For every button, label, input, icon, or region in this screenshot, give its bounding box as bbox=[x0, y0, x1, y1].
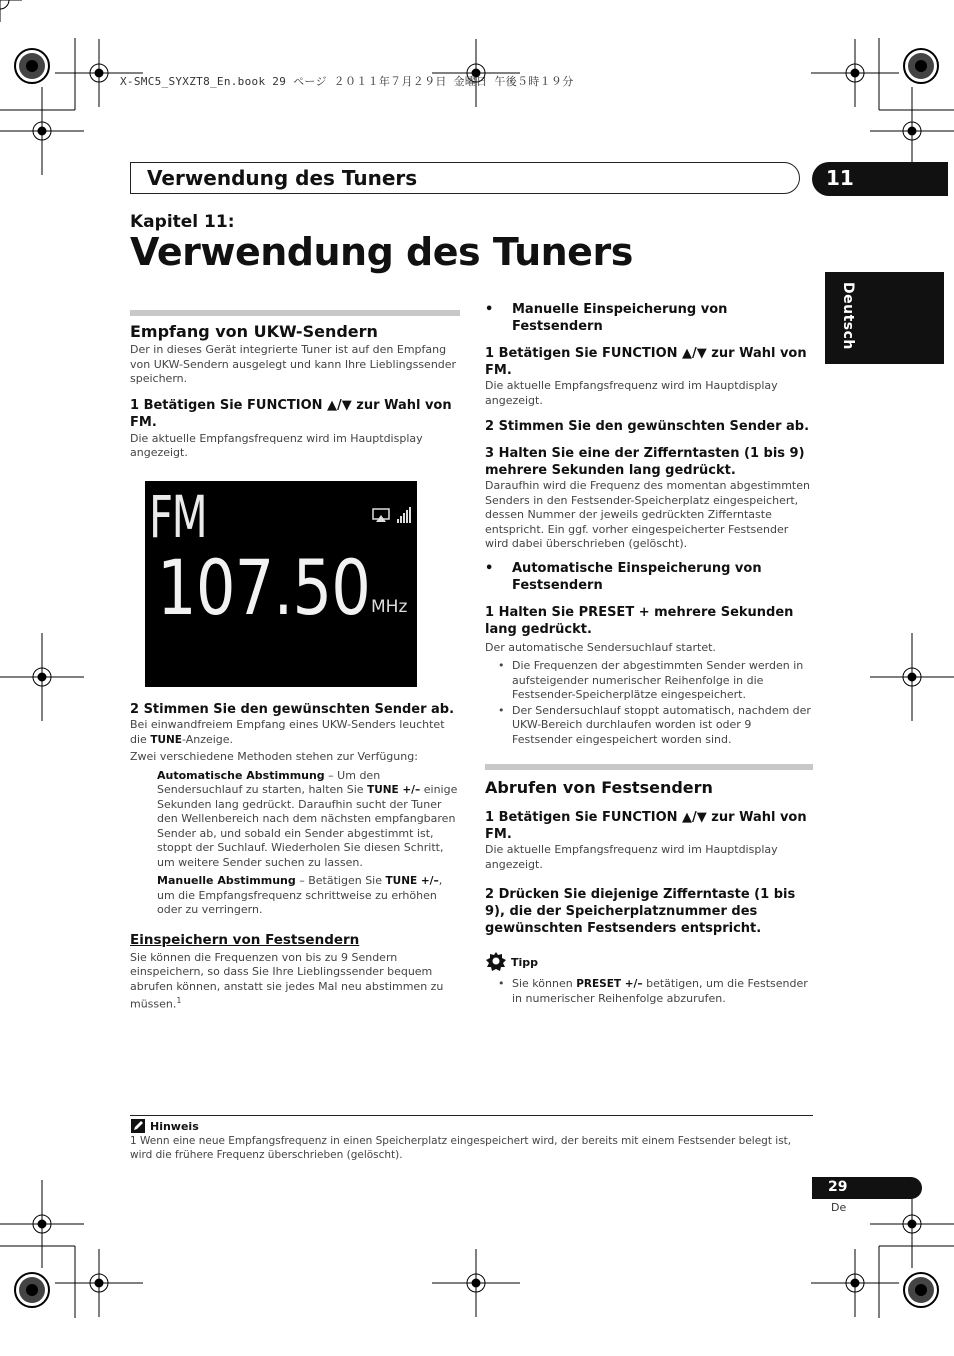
note-pencil-icon bbox=[130, 1118, 146, 1134]
auto-store-bullet: • Automatische Einspeicherung von Festsendern bbox=[485, 560, 762, 593]
recall-step-1: 1 Betätigen Sie FUNCTION ▲/▼ zur Wahl von FM. bbox=[485, 810, 807, 842]
display-status-icons bbox=[371, 507, 413, 525]
list-item: • Sie können PRESET +/– betätigen, um die Festsender in numerischer Reihenfolge abzurufen. bbox=[512, 977, 813, 1006]
manual-step-3: 3 Halten Sie eine der Zifferntasten (1 bis 9) mehrere Sekunden lang gedrückt. bbox=[485, 446, 805, 478]
running-header bbox=[130, 162, 800, 194]
chapter-label: Kapitel 11: bbox=[130, 212, 235, 232]
display-unit: MHz bbox=[371, 597, 408, 617]
footnote-text: Wenn eine neue Empfangsfrequenz in einen Speicherplatz eingespeichert wird, der bereits mit einem Festsender belegt ist, wird die frühere Frequenz überschrieben (gelöscht). bbox=[130, 1135, 792, 1161]
section-title: Empfang von UKW-Sendern bbox=[130, 322, 378, 341]
running-header-title: Verwendung des Tuners bbox=[147, 166, 418, 190]
tip-label: Tipp bbox=[511, 955, 539, 969]
manual-store-bullet: • Manuelle Einspeicherung von Festsendern bbox=[485, 302, 728, 334]
step-1-body: Die aktuelle Empfangsfrequenz wird im Hauptdisplay angezeigt. bbox=[130, 431, 423, 459]
chapter-number-tab bbox=[812, 162, 948, 196]
subsection-title: Einspeichern von Festsendern bbox=[130, 931, 360, 948]
tuner-display-image bbox=[145, 481, 417, 687]
footnote-number: 1 bbox=[130, 1135, 137, 1147]
step-2-body: Bei einwandfreiem Empfang eines UKW-Senders leuchtet die TUNE-Anzeige. bbox=[130, 718, 445, 746]
subsection-body: Sie können die Frequenzen von bis zu 9 Sendern einspeichern, so dass Sie Ihre Lieblingssender bequem abrufen können, anstatt sie jedes Mal neu abstimmen zu müssen.$^1$ bbox=[130, 950, 444, 1011]
signal-strength-icon bbox=[397, 507, 411, 523]
display-band: FM bbox=[149, 483, 207, 551]
tip-list bbox=[485, 977, 813, 1006]
page-number-tab bbox=[812, 1177, 922, 1199]
recall-step-2: 2 Drücken Sie diejenige Zifferntaste (1 bis 9), die der Speicherplatznummer des gewünschten Festsenders entspricht. bbox=[485, 887, 796, 936]
section-divider bbox=[130, 310, 460, 316]
note-label: Hinweis bbox=[150, 1119, 199, 1133]
auto-store-points bbox=[485, 659, 813, 747]
left-column bbox=[130, 310, 460, 461]
language-side-tab bbox=[825, 272, 944, 364]
footnote bbox=[130, 1135, 810, 1162]
right-column-recall bbox=[485, 764, 813, 1007]
right-column bbox=[485, 301, 813, 748]
tip-header bbox=[485, 951, 813, 973]
language-side-tab-label: Deutsch bbox=[840, 282, 856, 350]
lightbulb-icon bbox=[485, 951, 507, 973]
airplay-icon bbox=[373, 509, 389, 522]
step-1: 1 Betätigen Sie FUNCTION ▲/▼ zur Wahl von FM. bbox=[130, 397, 452, 430]
auto-step-1: 1 Halten Sie PRESET + mehrere Sekunden lang gedrückt. bbox=[485, 604, 794, 637]
method-auto: Automatische Abstimmung – Um den Sendersuchlauf zu starten, halten Sie TUNE +/– einige Sekunden lang gedrückt. Daraufhin sucht der Tuner den Wellenbereich nach dem nächsten empfangbaren Sender ab, und sobald ein Sender abgestimmt ist, stoppt der Suchlauf. Wiederholen Sie diesen Schritt, um weitere Sender suchen zu lassen. bbox=[157, 768, 458, 869]
footnote-ref: 1 bbox=[176, 996, 182, 1005]
section-intro: Der in dieses Gerät integrierte Tuner ist auf den Empfang von UKW-Sendern ausgelegt und kann Ihre Lieblingssender speichern. bbox=[130, 343, 457, 385]
footnote-divider bbox=[130, 1115, 813, 1116]
methods-intro: Zwei verschiedene Methoden stehen zur Verfügung: bbox=[130, 750, 418, 763]
page-number: 29 bbox=[828, 1179, 848, 1195]
print-info-line: X-SMC5_SYXZT8_En.book 29 ページ ２０１１年７月２９日 金曜日 午後５時１９分 bbox=[120, 75, 574, 88]
note-header bbox=[130, 1118, 199, 1134]
page-language: De bbox=[831, 1201, 847, 1214]
section-divider bbox=[485, 764, 813, 770]
chapter-number: 11 bbox=[826, 166, 854, 190]
recall-step-1-body: Die aktuelle Empfangsfrequenz wird im Hauptdisplay angezeigt. bbox=[485, 843, 778, 871]
manual-step-1-body: Die aktuelle Empfangsfrequenz wird im Hauptdisplay angezeigt. bbox=[485, 379, 778, 407]
list-item: • Die Frequenzen der abgestimmten Sender werden in aufsteigender numerischer Reihenfolge in die Festsender-Speicherplätze eingespeichert. bbox=[512, 659, 813, 703]
section-title: Abrufen von Festsendern bbox=[485, 778, 713, 797]
auto-step-1-body: Der automatische Sendersuchlauf startet. bbox=[485, 640, 716, 654]
chapter-title: Verwendung des Tuners bbox=[130, 230, 633, 274]
method-manual: Manuelle Abstimmung – Betätigen Sie TUNE +/–, um die Empfangsfrequenz schrittweise zu erhöhen oder zu verringern. bbox=[157, 874, 443, 916]
manual-step-1: 1 Betätigen Sie FUNCTION ▲/▼ zur Wahl von FM. bbox=[485, 346, 807, 378]
display-frequency: 107.50 bbox=[157, 543, 371, 632]
step-2: 2 Stimmen Sie den gewünschten Sender ab. bbox=[130, 702, 455, 717]
manual-step-2: 2 Stimmen Sie den gewünschten Sender ab. bbox=[485, 419, 810, 434]
left-column-continued bbox=[130, 701, 460, 1012]
manual-step-3-body: Daraufhin wird die Frequenz des momentan abgestimmten Senders in den Festsender-Speicherplatz eingespeichert, dessen Nummer der jeweils gedrückten Zifferntaste entspricht. Ein ggf. vorher eingespeicherter Festsender wird dabei überschrieben (gelöscht). bbox=[485, 479, 810, 550]
list-item: • Der Sendersuchlauf stoppt automatisch, nachdem der UKW-Bereich durchlaufen worden ist oder 9 Festsender eingespeichert worden sind. bbox=[512, 704, 813, 748]
